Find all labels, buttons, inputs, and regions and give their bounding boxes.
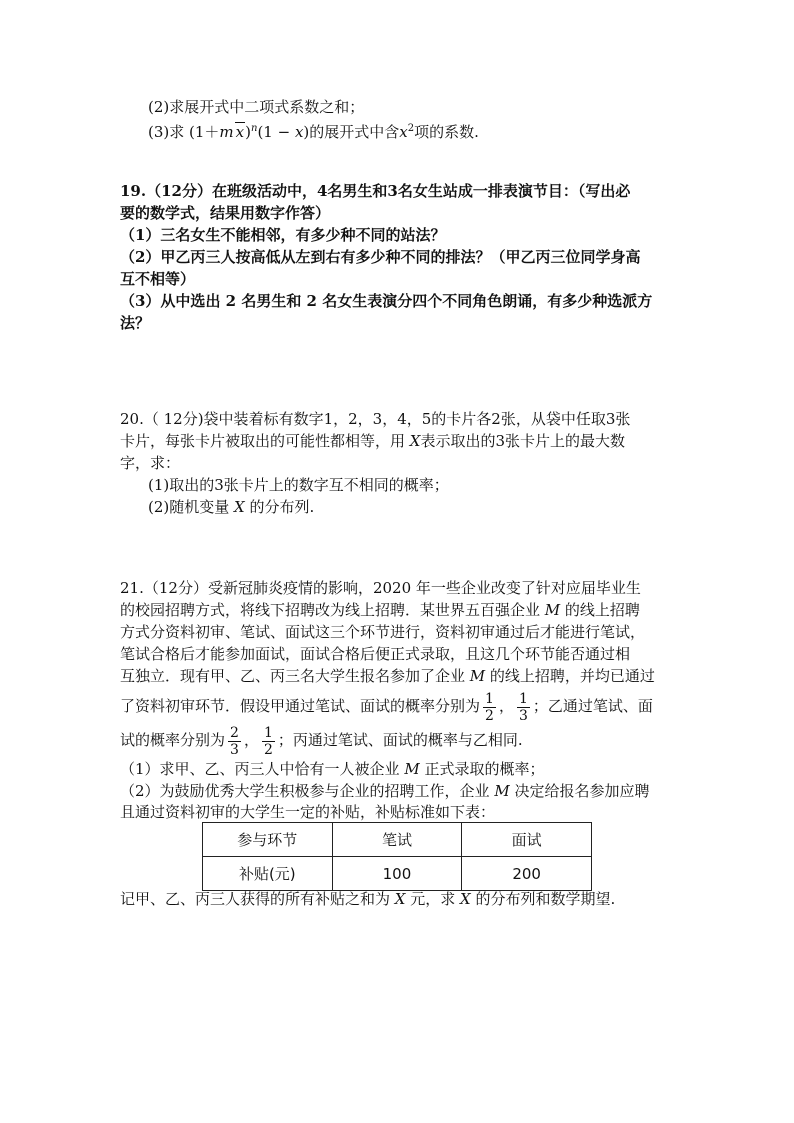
q21-part2: （2）为鼓励优秀大学生积极参与企业的招聘工作，企业 M 决定给报名参加应聘 [120, 782, 650, 800]
q19-part3: （3）从中选出 2 名男生和 2 名女生表演分四个不同角色朗诵，有多少种选派方 [120, 292, 653, 310]
q19-part1: （1）三名女生不能相邻，有多少种不同的站法？ [120, 226, 446, 244]
table-cell: 参与环节 [203, 823, 333, 857]
table-cell: 补贴(元) [203, 857, 333, 891]
table-row [203, 823, 592, 857]
q19-line-7: 法？ [120, 314, 151, 332]
q21-final: 记甲、乙、丙三人获得的所有补贴之和为 X 元，求 X 的分布列和数学期望. [120, 890, 616, 908]
table-cell: 100 [332, 857, 462, 891]
q21-line-5: 互独立．现有甲、乙、丙三名大学生报名参加了企业 M 的线上招聘，并均已通过 [120, 667, 655, 685]
q21-line-4: 笔试合格后才能参加面试，面试合格后便正式录取，且这几个环节能否通过相 [120, 645, 631, 663]
q21-line-10: 且通过资料初审的大学生一定的补贴，补贴标准如下表： [120, 803, 496, 821]
q19-line-1: 19.（12分）在班级活动中，4名男生和3名女生站成一排表演节目：（写出必 [120, 182, 631, 200]
q20-part1: (1)取出的3张卡片上的数字互不相同的概率； [148, 476, 449, 494]
table-cell: 面试 [462, 823, 592, 857]
q21-line-7: 试的概率分别为 $\frac{2}{3}$ ， $\frac{1}{2}$ ；丙通过笔试、面试的概率与乙相同. [120, 724, 523, 758]
q20-line-3: 字，求： [120, 454, 181, 472]
q18-part3: (3)求 (1＋m x)$^n$(1 − x)的展开式中含$x^2$项的系数. [148, 123, 479, 141]
q19-line-2: 要的数学式，结果用数字作答） [120, 204, 331, 222]
q19-line-5: 互不相等） [120, 270, 196, 288]
fraction-one-half-b: $\frac{1}{2}$ [263, 724, 273, 758]
q21-line-6: 了资料初审环节．假设甲通过笔试、面试的概率分别为 $\frac{1}{2}$ ， $\frac{1}{3}$ ；乙通过笔试、面 [120, 690, 653, 724]
fraction-two-thirds: $\frac{2}{3}$ [230, 724, 239, 758]
fraction-one-half: $\frac{1}{2}$ [485, 690, 494, 724]
table-row [203, 857, 592, 891]
q20-line-2: 卡片，每张卡片被取出的可能性都相等，用 X表示取出的3张卡片上的最大数 [120, 432, 626, 450]
subsidy-table [202, 822, 592, 891]
q20-part2: (2)随机变量 X 的分布列. [148, 498, 315, 516]
q21-line-3: 方式分资料初审、笔试、面试这三个环节进行，资料初审通过后才能进行笔试， [120, 623, 646, 641]
q21-line-2: 的校园招聘方式，将线下招聘改为线上招聘．某世界五百强企业 M 的线上招聘 [120, 601, 640, 619]
q21-part1: （1）求甲、乙、丙三人中恰有一人被企业 M 正式录取的概率； [120, 760, 545, 778]
table-cell: 200 [462, 857, 592, 891]
sqrt-x: x [235, 123, 245, 141]
q21-line-1: 21.（12分）受新冠肺炎疫情的影响，2020 年一些企业改变了针对应届毕业生 [120, 579, 641, 597]
q18-part2: (2)求展开式中二项式系数之和； [148, 98, 365, 116]
fraction-one-third: $\frac{1}{3}$ [518, 690, 528, 724]
q19-part2: （2）甲乙丙三人按高低从左到右有多少种不同的排法？（甲乙丙三位同学身高 [120, 248, 641, 266]
q20-line-1: 20.（ 12分)袋中装着标有数字1，2，3，4，5的卡片各2张，从袋中任取3张 [120, 410, 631, 428]
table-cell: 笔试 [332, 823, 462, 857]
